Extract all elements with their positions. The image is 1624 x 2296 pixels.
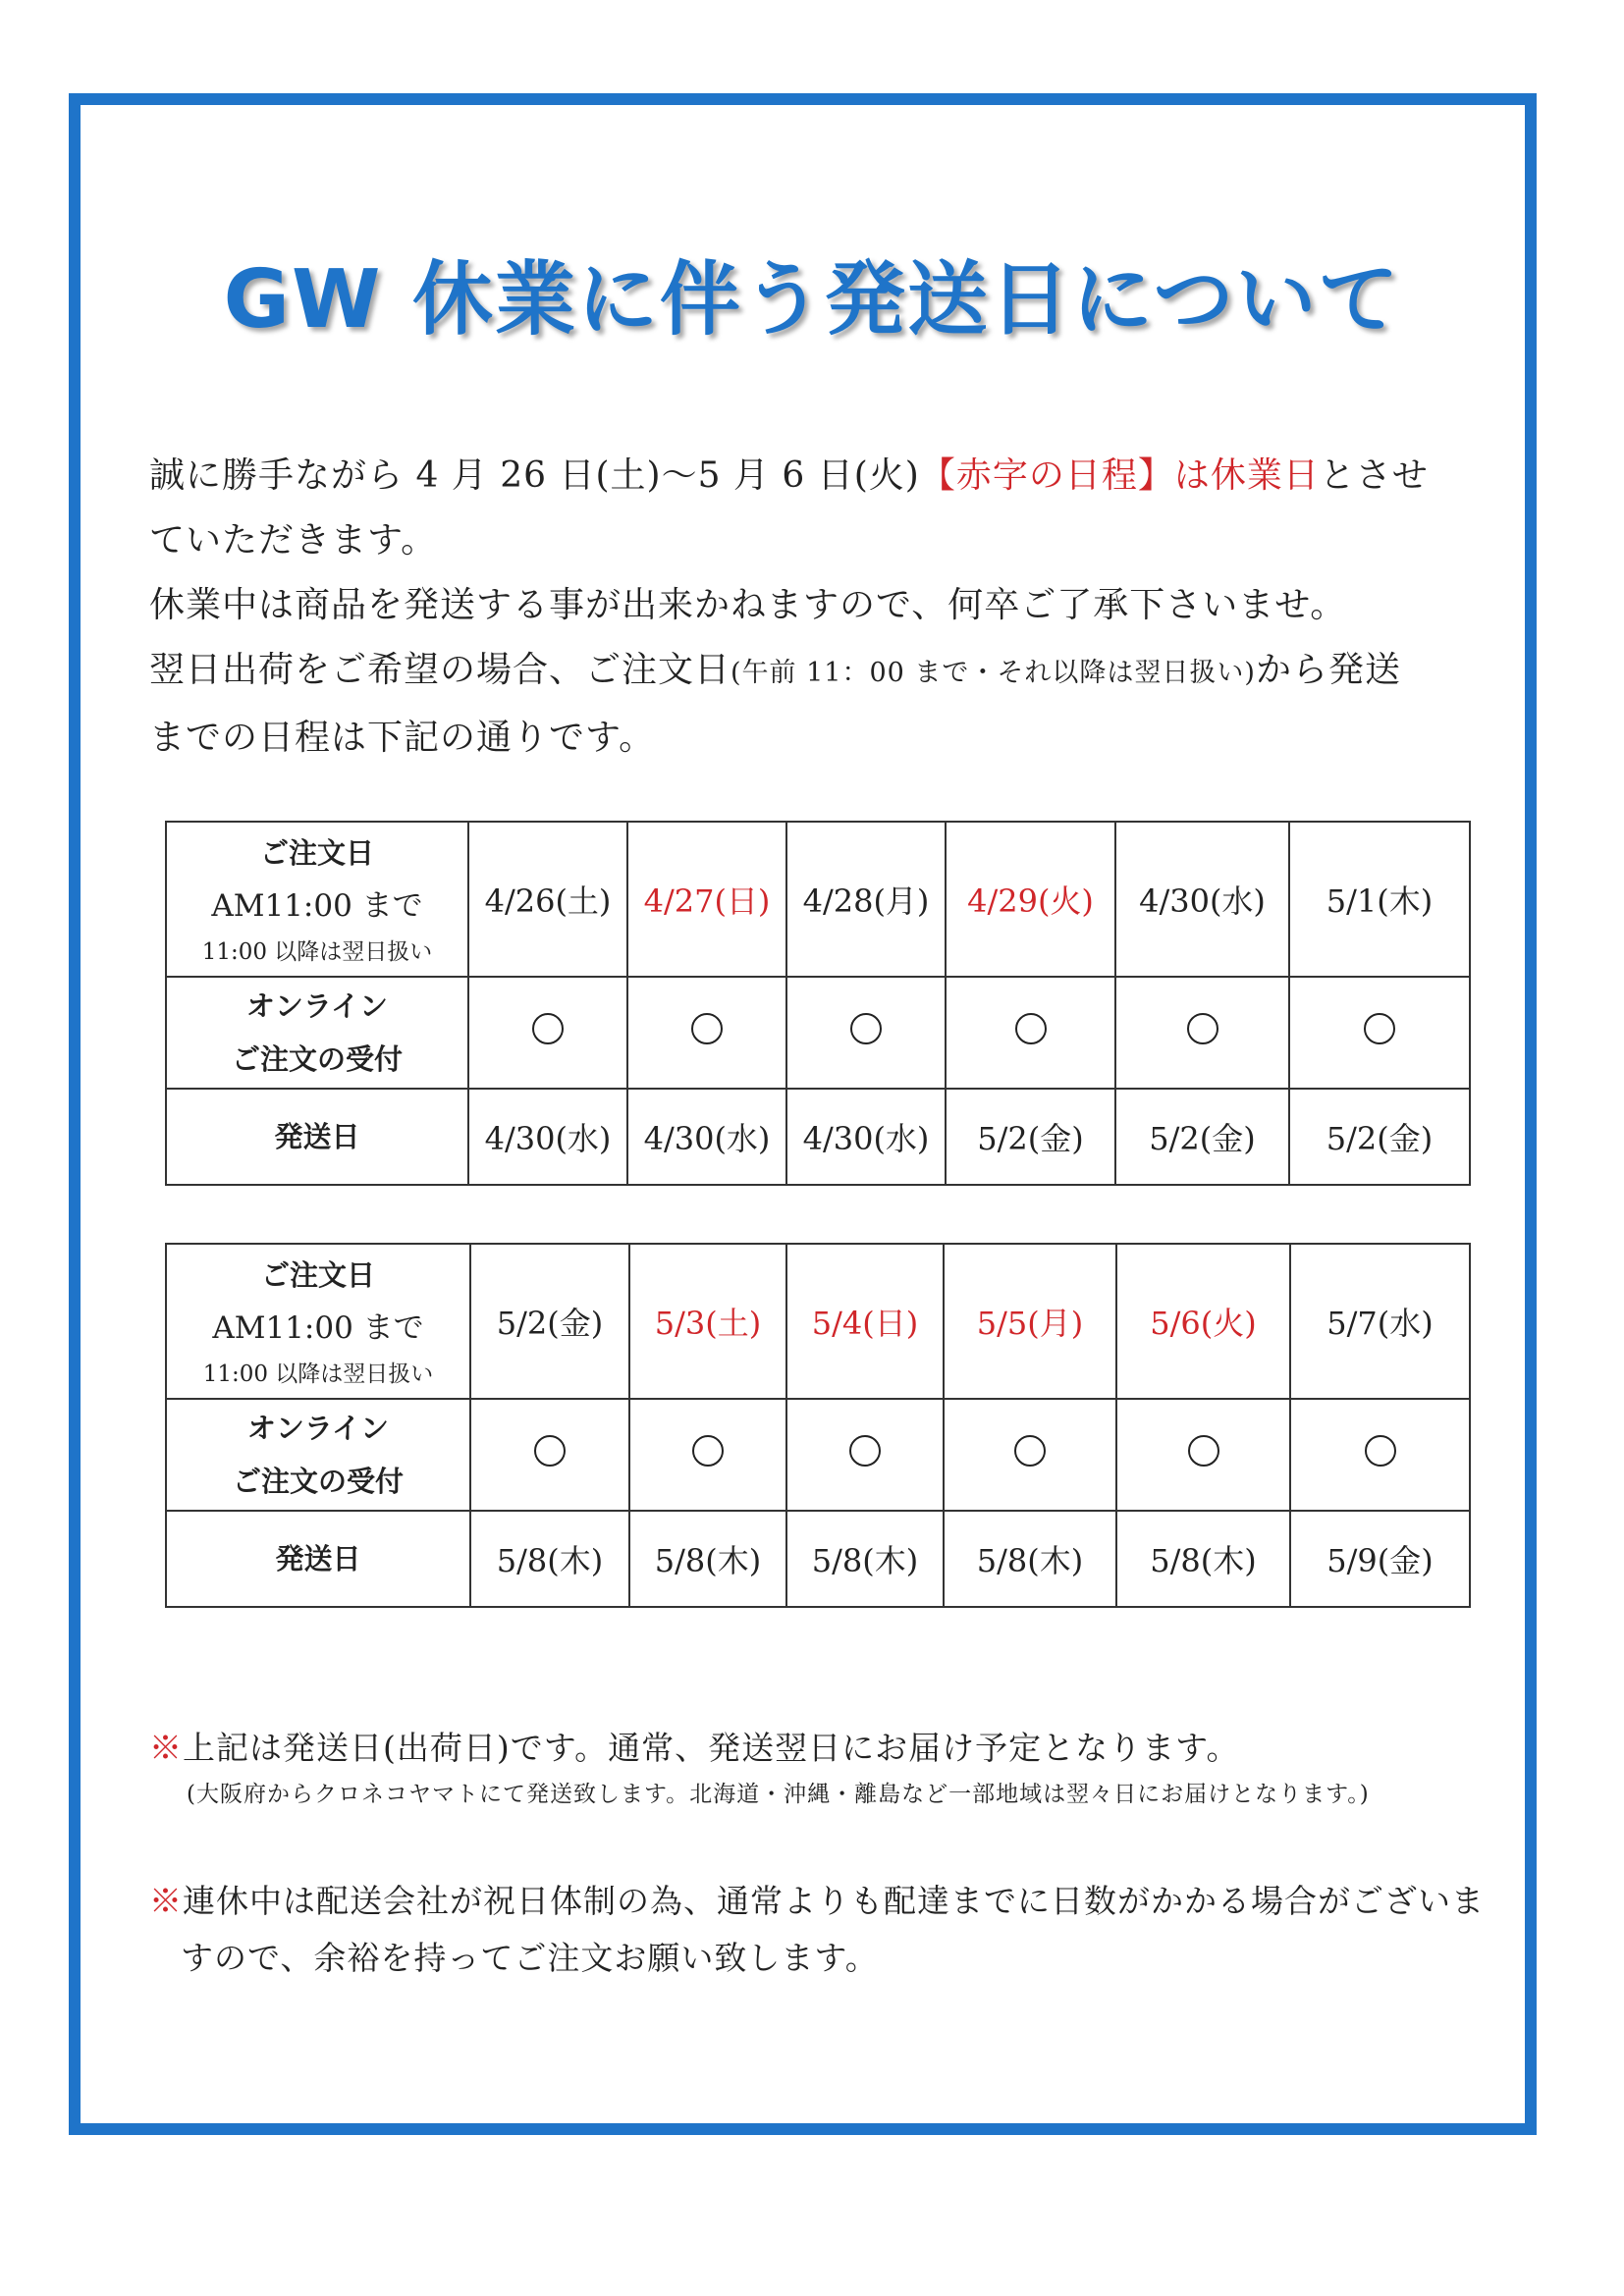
ship-date-cell: 5/8(木)	[944, 1511, 1116, 1607]
order-date-cell: 5/1(木)	[1289, 822, 1470, 977]
ship-date-header: 発送日	[166, 1089, 468, 1185]
ship-date-cell: 5/8(木)	[1116, 1511, 1290, 1607]
online-order-cell	[1289, 977, 1470, 1089]
order-date-cell: 4/28(月)	[786, 822, 946, 977]
ship-date-cell: 5/2(金)	[946, 1089, 1115, 1185]
note-mark: ※	[149, 1729, 183, 1767]
online-order-header: オンライン ご注文の受付	[166, 1399, 470, 1511]
ship-date-cell: 5/8(木)	[470, 1511, 629, 1607]
ship-date-cell: 5/8(木)	[629, 1511, 786, 1607]
ship-date-cell: 5/9(金)	[1290, 1511, 1470, 1607]
circle-icon	[850, 1013, 882, 1044]
online-order-cell	[1290, 1399, 1470, 1511]
intro-line-1: 誠に勝手ながら 4 月 26 日(土)～5 月 6 日(火)【赤字の日程】は休業日とさせ	[149, 455, 1429, 496]
online-order-cell	[946, 977, 1115, 1089]
online-order-row	[166, 1399, 1470, 1511]
holiday-notice: 【赤字の日程】は休業日	[919, 455, 1320, 496]
order-date-cell: 4/27(日)	[627, 822, 786, 977]
note-mark: ※	[149, 1882, 183, 1920]
schedule-table-2	[165, 1243, 1471, 1608]
ship-date-cell: 4/30(水)	[786, 1089, 946, 1185]
note-1: ※上記は発送日(出荷日)です。通常、発送翌日にお届け予定となります。 (大阪府からクロネコヤマトにて発送致します。北海道・沖縄・離島など一部地域は翌々日にお届けとなります。)	[149, 1726, 1504, 1818]
order-date-cell: 5/6(火)	[1116, 1244, 1290, 1399]
order-date-cell: 4/29(火)	[946, 822, 1115, 977]
note-1-detail: (大阪府からクロネコヤマトにて発送致します。北海道・沖縄・離島など一部地域は翌々日にお届けとなります。)	[187, 1782, 1370, 1807]
circle-icon	[1365, 1435, 1396, 1467]
circle-icon	[1364, 1013, 1395, 1044]
order-date-cell: 4/30(水)	[1115, 822, 1289, 977]
order-date-cell: 5/3(土)	[629, 1244, 786, 1399]
circle-icon	[1188, 1435, 1219, 1467]
order-date-cell: 5/2(金)	[470, 1244, 629, 1399]
ship-date-cell: 5/2(金)	[1115, 1089, 1289, 1185]
circle-icon	[849, 1435, 881, 1467]
ship-date-row	[166, 1089, 1470, 1185]
circle-icon	[1014, 1435, 1046, 1467]
online-order-cell	[786, 1399, 944, 1511]
ship-date-cell: 4/30(水)	[468, 1089, 627, 1185]
online-order-cell	[944, 1399, 1116, 1511]
circle-icon	[692, 1435, 724, 1467]
ship-date-cell: 4/30(水)	[627, 1089, 786, 1185]
online-order-cell	[468, 977, 627, 1089]
circle-icon	[691, 1013, 723, 1044]
intro-line-5: までの日程は下記の通りです。	[149, 718, 656, 758]
online-order-cell	[629, 1399, 786, 1511]
intro-line-3: 休業中は商品を発送する事が出来かねますので、何卒ご了承下さいませ。	[149, 585, 1347, 625]
online-order-cell	[627, 977, 786, 1089]
intro-line-2: ていただきます。	[149, 520, 438, 561]
intro-line-4: 翌日出荷をご希望の場合、ご注文日(午前 11：00 まで・それ以降は翌日扱い)から発送	[149, 650, 1401, 690]
online-order-cell	[1115, 977, 1289, 1089]
order-date-row	[166, 1244, 1470, 1399]
schedule-table-1	[165, 821, 1471, 1186]
online-order-cell	[470, 1399, 629, 1511]
page-title: GW 休業に伴う発送日について	[223, 253, 1401, 347]
online-order-header: オンライン ご注文の受付	[166, 977, 468, 1089]
order-date-header: ご注文日 AM11:00 まで 11:00 以降は翌日扱い	[166, 1244, 470, 1399]
order-date-row	[166, 822, 1470, 977]
circle-icon	[532, 1013, 564, 1044]
circle-icon	[1187, 1013, 1218, 1044]
intro-text	[149, 444, 1485, 771]
order-date-cell: 4/26(土)	[468, 822, 627, 977]
order-date-cell: 5/7(水)	[1290, 1244, 1470, 1399]
online-order-cell	[786, 977, 946, 1089]
ship-date-cell: 5/2(金)	[1289, 1089, 1470, 1185]
note-2: ※連休中は配送会社が祝日体制の為、通常よりも配達までに日数がかかる場合がございま すので、余裕を持ってご注文お願い致します。	[149, 1882, 1485, 1977]
ship-date-header: 発送日	[166, 1511, 470, 1607]
order-date-header: ご注文日 AM11:00 まで 11:00 以降は翌日扱い	[166, 822, 468, 977]
order-date-cell: 5/4(日)	[786, 1244, 944, 1399]
order-date-cell: 5/5(月)	[944, 1244, 1116, 1399]
online-order-row	[166, 977, 1470, 1089]
online-order-cell	[1116, 1399, 1290, 1511]
ship-date-row	[166, 1511, 1470, 1607]
ship-date-cell: 5/8(木)	[786, 1511, 944, 1607]
circle-icon	[1015, 1013, 1047, 1044]
circle-icon	[534, 1435, 566, 1467]
